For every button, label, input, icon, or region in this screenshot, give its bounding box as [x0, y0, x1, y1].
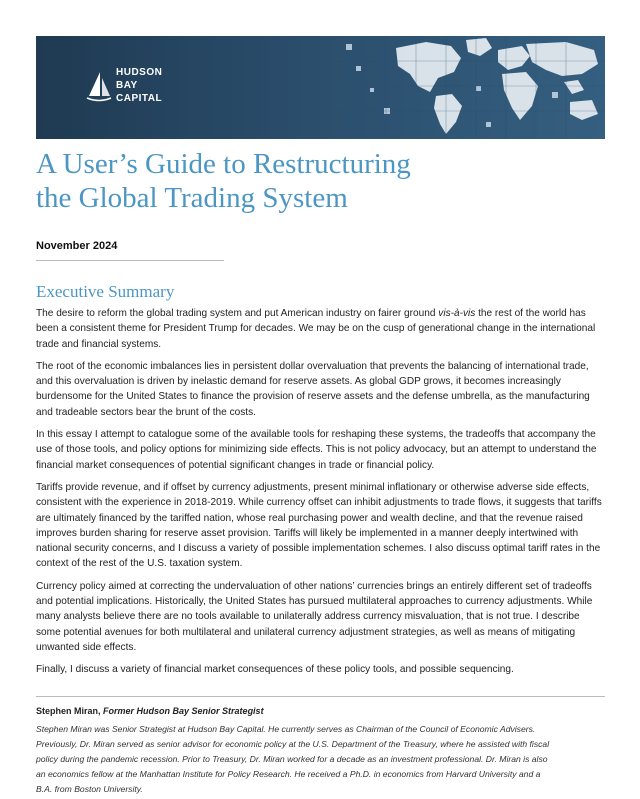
publication-date: November 2024	[36, 240, 118, 252]
logo-line-capital: CAPITAL	[116, 93, 163, 104]
paragraph-5: Currency policy aimed at correcting the undervaluation of other nations’ currencies brings an entirely different set of tradeoffs and potential implications. Historically, the United States has pursued multilateral approaches to currency adjustments. While many analysts believe there are no tools available to unilaterally address currency misvaluation, that is not true. I describe some potential avenues for both multilateral and unilateral currency adjustment strategies, as well as means of mitigating unwanted side effects.	[36, 580, 593, 653]
logo-text	[116, 66, 162, 105]
paragraph-6: Finally, I discuss a variety of financial market consequences of these policy tools, and possible sequencing.	[36, 664, 514, 676]
section-heading: Executive Summary	[36, 282, 175, 301]
executive-summary-body	[36, 306, 606, 685]
paragraph-2: The root of the economic imbalances lies in persistent dollar overvaluation that prevents the balancing of international trade, and this overvaluation is driven by inelastic demand for reserve assets. As global GDP grows, it becomes increasingly burdensome for the United States to finance the provision of reserve assets and the defense umbrella, as the manufacturing and tradeable sectors bear the brunt of the costs.	[36, 360, 590, 418]
sailboat-icon	[86, 70, 112, 104]
author-bio	[36, 722, 606, 797]
bio-line: B.A. from Boston University.	[36, 784, 143, 794]
logo-line-bay: BAY	[116, 80, 138, 91]
paragraph-3: In this essay I attempt to catalogue some of the available tools for reshaping these systems, the tradeoffs that accompany the use of those tools, and policy options for minimizing side effects. This is not policy advocacy, but an attempt to understand the financial market consequences of potential significant changes in trade or financial policy.	[36, 429, 597, 471]
author-role: Former Hudson Bay Senior Strategist	[103, 706, 264, 716]
header-banner	[36, 36, 605, 139]
title-line-1: A User’s Guide to Restructuring	[36, 148, 411, 180]
author-byline	[36, 706, 606, 716]
date-divider	[36, 260, 224, 261]
paragraph-4: Tariffs provide revenue, and if offset by currency adjustments, present minimal inflationary or otherwise adverse side effects, consistent with the experience in 2018-2019. While currency offset can inhibit adjustments to trade flows, it suggests that tariffs are ultimately financed by the tariffed nation, whose real purchasing power and wealth decline, and that the revenue raised improves burden sharing for reserve asset provision. Tariffs will likely be implemented in a manner deeply intertwined with national security concerns, and I discuss a variety of possible implementation schemes. I also discuss optimal tariff rates in the context of the rest of the U.S. taxation system.	[36, 481, 602, 570]
world-map-puzzle-image	[326, 36, 605, 139]
hudson-bay-logo	[86, 66, 176, 110]
document-title	[36, 147, 596, 215]
bio-line: an economics fellow at the Manhattan Institute for Policy Research. He received a Ph.D. in economics from Harvard University and a	[36, 769, 541, 779]
bio-line: policy during the pandemic recession. Prior to Treasury, Dr. Miran worked for a decade as an investment professional. Dr. Miran is also	[36, 754, 548, 764]
bio-line: Stephen Miran was Senior Strategist at Hudson Bay Capital. He currently serves as Chairman of the Council of Economic Advisers.	[36, 724, 536, 734]
author-divider	[36, 696, 605, 697]
bio-line: Previously, Dr. Miran served as senior advisor for economic policy at the U.S. Department of the Treasury, where he assisted with fiscal	[36, 739, 550, 749]
paragraph-1: The desire to reform the global trading system and put American industry on fairer ground vis-à-vis the rest of the world has been a consistent theme for President Trump for decades. We may be on the cusp of generational change in the international trade and financial systems.	[36, 308, 596, 350]
logo-line-hudson: HUDSON	[116, 67, 163, 78]
title-line-2: the Global Trading System	[36, 182, 348, 214]
author-name: Stephen Miran,	[36, 706, 101, 716]
